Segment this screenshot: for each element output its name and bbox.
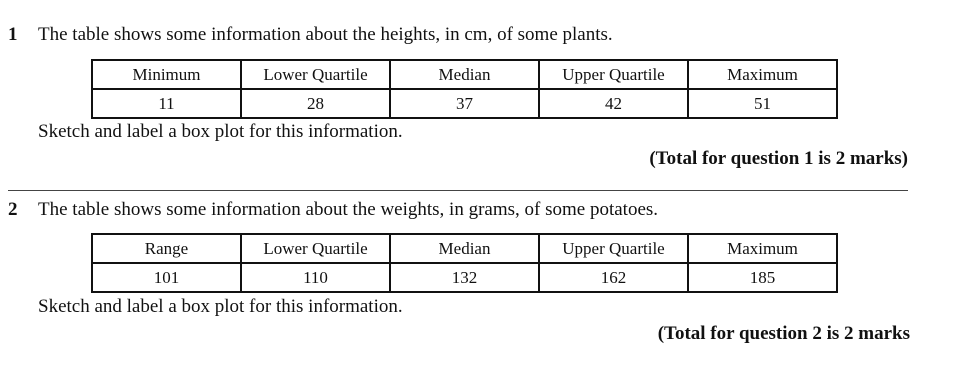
table-header-cell: Maximum <box>688 234 837 263</box>
question-1-table <box>91 59 838 119</box>
table-header-cell: Lower Quartile <box>241 60 390 89</box>
table-header-cell: Minimum <box>92 60 241 89</box>
table-header-cell: Lower Quartile <box>241 234 390 263</box>
table-cell: 28 <box>241 89 390 118</box>
table-cell: 110 <box>241 263 390 292</box>
table-cell: 11 <box>92 89 241 118</box>
table-row <box>92 89 837 118</box>
table-cell: 42 <box>539 89 688 118</box>
table-header-cell: Upper Quartile <box>539 60 688 89</box>
table-cell: 101 <box>92 263 241 292</box>
table-cell: 132 <box>390 263 539 292</box>
question-1-total: (Total for question 1 is 2 marks) <box>649 148 908 169</box>
table-header-cell: Median <box>390 60 539 89</box>
table-cell: 162 <box>539 263 688 292</box>
table-header-row <box>92 60 837 89</box>
table-cell: 37 <box>390 89 539 118</box>
question-2-text: The table shows some information about the weights, in grams, of some potatoes. <box>38 199 659 220</box>
table-row <box>92 263 837 292</box>
question-1-number: 1 <box>8 24 18 45</box>
table-cell: 185 <box>688 263 837 292</box>
table-header-cell: Maximum <box>688 60 837 89</box>
question-2-table <box>91 233 838 293</box>
table-header-cell: Upper Quartile <box>539 234 688 263</box>
table-cell: 51 <box>688 89 837 118</box>
question-1-text: The table shows some information about the heights, in cm, of some plants. <box>38 24 613 45</box>
question-2-instruction: Sketch and label a box plot for this information. <box>38 296 403 317</box>
question-2-total: (Total for question 2 is 2 marks <box>657 323 910 344</box>
table-header-row <box>92 234 837 263</box>
question-1-instruction: Sketch and label a box plot for this information. <box>38 121 403 142</box>
table-header-cell: Range <box>92 234 241 263</box>
question-divider <box>8 190 908 191</box>
question-2-number: 2 <box>8 199 18 220</box>
table-header-cell: Median <box>390 234 539 263</box>
